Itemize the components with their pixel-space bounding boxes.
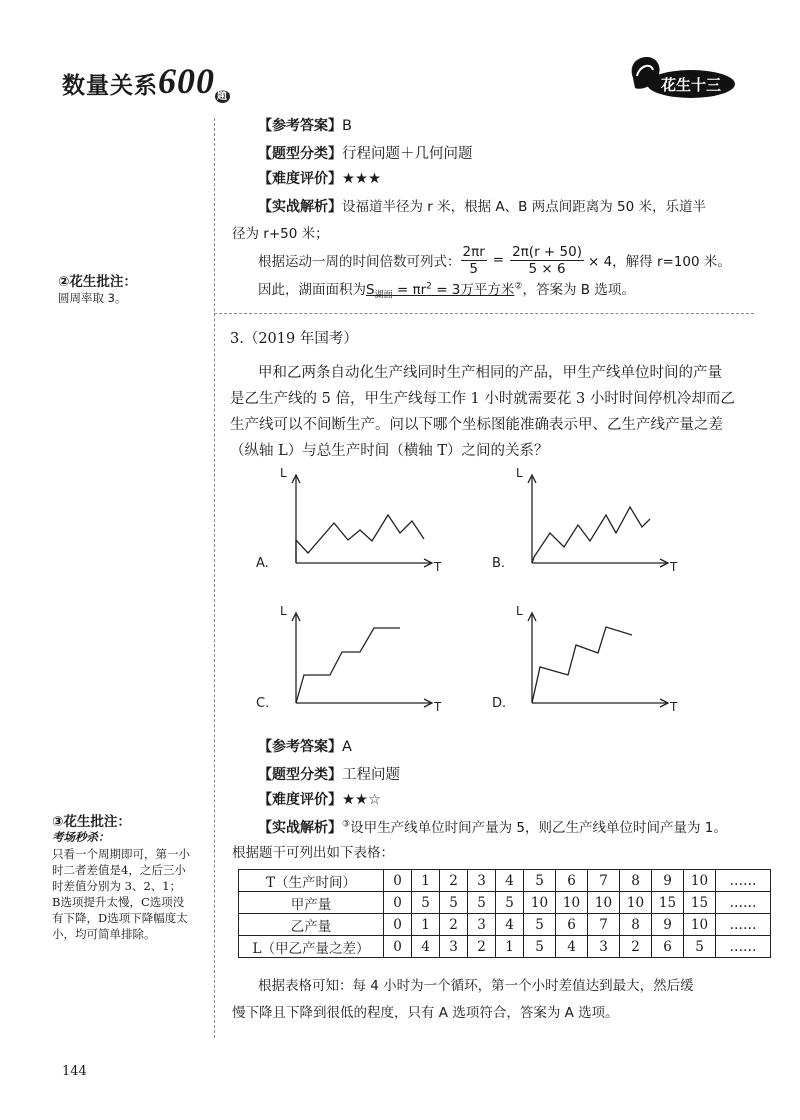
graph-b-line (532, 507, 650, 563)
answer3-difficulty-line (258, 789, 381, 809)
prev-type-line (258, 142, 473, 163)
graph-a (292, 475, 432, 567)
note3-line: 有下降，D选项下降幅度太 (52, 911, 188, 925)
note3-title: ③花生批注： (52, 814, 131, 830)
table-cell: 5 (496, 892, 524, 914)
graph-b-label-l: L (516, 466, 523, 480)
table-cell: 15 (652, 892, 684, 914)
equation-line (258, 240, 731, 280)
difficulty-stars: ★★★ (342, 171, 381, 187)
table-cell: 10 (684, 870, 716, 892)
table-row (239, 892, 771, 914)
table-cell: 2 (440, 870, 468, 892)
prev-difficulty-line (258, 168, 381, 188)
graph-d-line (532, 627, 632, 703)
analysis-text-1: 设福道半径为 r 米，根据 A、B 两点间距离为 50 米，乐道半 (342, 199, 706, 215)
question3-header: 3.（2019 年国考） (230, 331, 358, 347)
table-cell-ellipsis: …… (716, 892, 771, 914)
note2-title: ②花生批注： (58, 274, 137, 290)
graph-d-label-l: L (516, 604, 523, 618)
prev-analysis-line2: 径为 r+50 米； (232, 226, 329, 242)
option-b-label: B. (492, 556, 506, 571)
table-cell: 10 (556, 892, 588, 914)
table-cell-ellipsis: …… (716, 936, 771, 958)
area-line (258, 278, 635, 301)
answer3-analysis-text-1: 设甲生产线单位时间产量为 5，则乙生产线单位时间产量为 1。 (350, 820, 727, 836)
table-cell: 4 (556, 936, 588, 958)
table-cell: 5 (524, 870, 556, 892)
graph-c-label-t: T (434, 700, 442, 714)
conclusion-line1: 根据表格可知：每 4 小时为一个循环，第一个小时差值达到最大，然后缓 (258, 978, 694, 994)
area-formula (366, 281, 515, 301)
book-title-prefix: 数量关系 (62, 73, 158, 99)
answer3-value: A (342, 739, 352, 755)
fraction-left-den: 5 (469, 260, 478, 277)
note3-line: B选项提升太慢，C选项没 (52, 895, 185, 909)
area-sub: 湖面 (374, 290, 393, 301)
graph-c (292, 613, 432, 707)
table-cell: 9 (652, 914, 684, 936)
table-cell: 6 (652, 936, 684, 958)
table-cell: 8 (620, 870, 652, 892)
table-cell: 3 (468, 870, 496, 892)
table-cell: 4 (496, 914, 524, 936)
table-cell: 5 (684, 936, 716, 958)
section-divider (214, 313, 754, 314)
equation-intro: 根据运动一周的时间倍数可列式： (258, 254, 461, 270)
graph-a-label-l: L (280, 466, 287, 480)
table-cell: 8 (620, 914, 652, 936)
difficulty-label: 【难度评价】 (258, 171, 342, 187)
table-cell: 2 (620, 936, 652, 958)
fraction-right-den: 5 × 6 (528, 260, 566, 277)
table-row-header: T（生产时间） (239, 870, 384, 892)
table-cell: 3 (588, 936, 620, 958)
table-cell: 1 (412, 914, 440, 936)
answer3-type-line (258, 763, 400, 784)
table-cell: 10 (620, 892, 652, 914)
answer-label: 【参考答案】 (258, 118, 342, 134)
type-value: 行程问题＋几何问题 (342, 146, 473, 162)
table-cell: 15 (684, 892, 716, 914)
note2-text: 圆周率取 3。 (58, 291, 127, 305)
table-cell: 7 (588, 914, 620, 936)
table-cell: 3 (440, 936, 468, 958)
question3-stem-1: 甲和乙两条自动化生产线同时生产相同的产品，甲生产线单位时间的产量 (258, 365, 722, 381)
book-title (62, 60, 230, 102)
area-sup: 2 (426, 281, 432, 292)
graph-a-line (296, 515, 424, 563)
answer-value: B (342, 118, 352, 134)
answer3-line (258, 736, 352, 756)
graph-a-label-t: T (434, 560, 442, 574)
table-cell: 5 (524, 936, 556, 958)
table-cell: 2 (440, 914, 468, 936)
table-cell: 1 (412, 870, 440, 892)
area-mid: = 3万平方米 (431, 282, 515, 298)
graph-d-label-t: T (670, 700, 678, 714)
answer3-analysis-line1 (258, 816, 727, 837)
table-cell-ellipsis: …… (716, 914, 771, 936)
prev-answer-line (258, 115, 352, 135)
table-cell: 4 (412, 936, 440, 958)
answer3-analysis-line2: 根据题干可列出如下表格： (232, 845, 394, 861)
book-title-suffix: 题 (217, 91, 228, 102)
area-s: S (366, 282, 375, 298)
question3-stem-2: 是乙生产线的 5 倍，甲生产线每工作 1 小时就需要花 3 小时时间停机冷却而乙 (230, 391, 735, 407)
table-cell: 5 (468, 892, 496, 914)
answer3-type-value: 工程问题 (342, 767, 400, 783)
answer3-type-label: 【题型分类】 (258, 767, 342, 783)
graph-b (528, 475, 668, 567)
table-cell-ellipsis: …… (716, 870, 771, 892)
option-graphs (250, 455, 750, 725)
answer3-label: 【参考答案】 (258, 739, 342, 755)
conclusion-line2: 慢下降且下降到很低的程度，只有 A 选项符合，答案为 A 选项。 (232, 1005, 619, 1021)
note3-line: 时二者差值是4，之后三小 (52, 863, 186, 877)
table-row-header: 甲产量 (239, 892, 384, 914)
answer3-difficulty-stars: ★★☆ (342, 792, 381, 808)
table-cell: 10 (588, 892, 620, 914)
fraction-left (461, 244, 487, 277)
note3-subtitle: 考场秒杀： (52, 830, 110, 844)
table-cell: 10 (684, 914, 716, 936)
area-formula-text: = πr (392, 282, 427, 298)
table-row (239, 870, 771, 892)
brand-logo (615, 48, 735, 100)
table-cell: 6 (556, 870, 588, 892)
note-ref-2: ② (514, 281, 523, 292)
table-cell: 7 (588, 870, 620, 892)
table-cell: 3 (468, 914, 496, 936)
table-cell: 1 (496, 936, 524, 958)
table-cell: 2 (468, 936, 496, 958)
table-cell: 5 (412, 892, 440, 914)
table-cell: 9 (652, 870, 684, 892)
table-cell: 0 (384, 936, 412, 958)
fraction-left-num: 2πr (462, 243, 485, 260)
table-cell: 0 (384, 914, 412, 936)
area-pre: 因此，湖面面积为 (258, 282, 366, 298)
note3-line: 小，均可简单排除。 (52, 927, 156, 941)
answer3-analysis-label: 【实战解析】 (258, 820, 342, 836)
table-row (239, 936, 771, 958)
note3-body (52, 846, 202, 942)
margin-divider (214, 118, 215, 1038)
table-cell: 6 (556, 914, 588, 936)
analysis-label: 【实战解析】 (258, 199, 342, 215)
fraction-right (510, 244, 584, 277)
option-d-label: D. (492, 696, 507, 711)
type-label: 【题型分类】 (258, 146, 342, 162)
table-cell: 0 (384, 870, 412, 892)
table-cell: 5 (440, 892, 468, 914)
equation-equals: = (492, 252, 505, 268)
table-row-header: L（甲乙产量之差） (239, 936, 384, 958)
table-cell: 4 (496, 870, 524, 892)
graph-b-label-t: T (670, 560, 678, 574)
page-number: 144 (62, 1064, 87, 1079)
table-row-header: 乙产量 (239, 914, 384, 936)
note3-line: 只看一个周期即可，第一小 (52, 847, 190, 861)
option-a-label: A. (256, 556, 269, 571)
table-cell: 10 (524, 892, 556, 914)
question3-stem-4: （纵轴 L）与总生产时间（横轴 T）之间的关系？ (230, 443, 549, 459)
question3-stem-3: 生产线可以不间断生产。问以下哪个坐标图能准确表示甲、乙生产线产量之差 (230, 417, 723, 433)
table-row (239, 914, 771, 936)
graph-c-line (296, 628, 400, 703)
logo-text: 花生十三 (660, 76, 722, 94)
table-cell: 5 (524, 914, 556, 936)
option-c-label: C. (256, 696, 270, 711)
note3-line: 时差值分别为 3、2、1； (52, 879, 182, 893)
prev-analysis-line1 (258, 195, 706, 216)
area-post: ，答案为 B 选项。 (522, 282, 635, 298)
fraction-right-num: 2π(r + 50) (512, 243, 582, 260)
data-table (238, 869, 771, 958)
equation-tail: × 4，解得 r=100 米。 (587, 254, 731, 270)
table-cell: 0 (384, 892, 412, 914)
graph-c-label-l: L (280, 604, 287, 618)
graph-d (528, 613, 668, 707)
note-ref-3: ③ (342, 819, 351, 830)
answer3-difficulty-label: 【难度评价】 (258, 792, 342, 808)
book-title-number: 600 (158, 61, 215, 101)
